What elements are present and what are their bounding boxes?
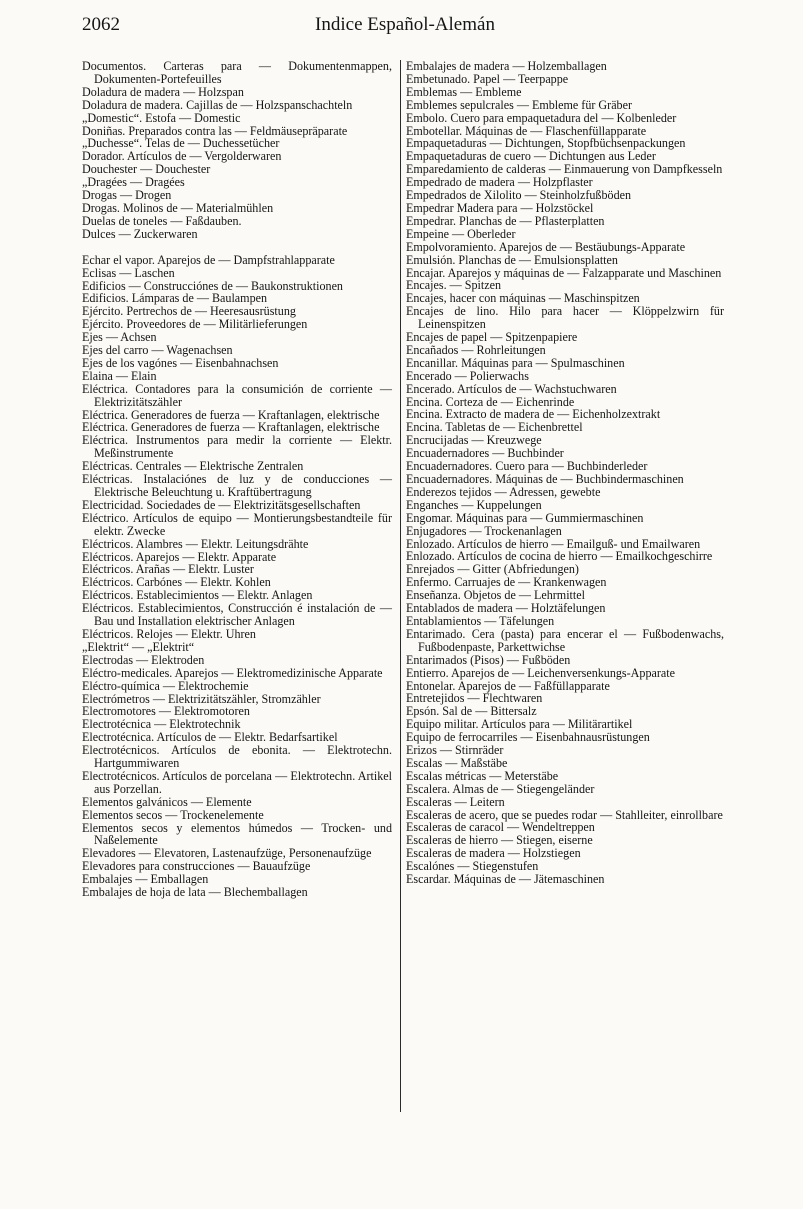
- index-entry: Eléctro-química — Elektrochemie: [82, 678, 249, 693]
- index-entry: Encuadernadores. Cuero para — Buchbinderleder: [406, 459, 648, 474]
- index-entry: Drogas — Drogen: [82, 188, 172, 203]
- index-entry: Engomar. Máquinas para — Gummiermaschinen: [406, 510, 644, 525]
- index-entry: Eléctrica. Generadores de fuerza — Kraftanlagen, elektrische: [82, 420, 380, 435]
- index-entry: Eléctricas. Instalaciónes de luz y de conducciones — Elektrische Beleuchtung u. Kraftübertragung: [82, 472, 392, 499]
- index-entry: Entablados de madera — Holztäfelungen: [406, 601, 606, 616]
- index-entry: „Domestic“. Estofa — Domestic: [82, 110, 241, 125]
- index-entry: Empedrar. Planchas de — Pflasterplatten: [406, 213, 605, 228]
- index-entry: Enseñanza. Objetos de — Lehrmittel: [406, 588, 585, 603]
- index-entry: Escalas — Maßstäbe: [406, 755, 508, 770]
- index-entry: Enderezos tejidos — Adressen, gewebte: [406, 484, 601, 499]
- index-entry: Documentos. Carteras para — Dokumentenmappen, Dokumenten-Portefeuilles: [82, 59, 392, 86]
- index-entry: Eléctricos. Arañas — Elektr. Luster: [82, 562, 254, 577]
- index-entry: Escardar. Máquinas de — Jätemaschinen: [406, 872, 605, 887]
- index-entry: Erizos — Stirnräder: [406, 743, 504, 758]
- index-entry: Encajes, hacer con máquinas — Maschinspitzen: [406, 291, 640, 306]
- page-title: Indice Español-Alemán: [315, 14, 495, 35]
- index-entry: „Elektrit“ — „Elektrit“: [82, 639, 195, 654]
- page-header: [82, 14, 728, 42]
- index-entry: Empedrados de Xilolito — Steinholzfußböden: [406, 188, 632, 203]
- index-entry: Elementos secos y elementos húmedos — Trocken- und Naßelemente: [82, 820, 392, 848]
- index-entry: Embolo. Cuero para empaquetadura del — Kolbenleder: [406, 110, 677, 125]
- index-entry: Enlozado. Artículos de cocina de hierro — Emailkochgeschirre: [406, 549, 713, 564]
- index-entry: Embalajes — Emballagen: [82, 872, 209, 887]
- index-entry: Enjugadores — Trockenanlagen: [406, 523, 562, 538]
- index-entry: Eclisas — Laschen: [82, 265, 175, 280]
- index-entry: Entierro. Aparejos de — Leichenversenkungs-Apparate: [406, 665, 675, 680]
- index-entry: Elaina — Elain: [82, 368, 157, 383]
- index-entry: Encuadernadores — Buchbinder: [406, 446, 564, 461]
- index-entry: Edificios. Lámparas de — Baulampen: [82, 291, 268, 306]
- index-entry: Electricidad. Sociedades de — Elektrizitätsgesellschaften: [82, 497, 361, 512]
- index-entry: Escaleras de acero, que se puedes rodar — Stahlleiter, einrollbare: [406, 807, 723, 822]
- index-entry: Electrómetros — Elektrizitätszähler, Stromzähler: [82, 691, 321, 706]
- index-entry: „Dragées — Dragées: [82, 175, 185, 190]
- index-entry: Encajes de papel — Spitzenpapiere: [406, 330, 578, 345]
- index-entry: Embalajes de hoja de lata — Blechemballagen: [82, 885, 308, 900]
- index-entry: Eléctrica. Instrumentos para medir la corriente — Elektr. Meßinstrumente: [82, 433, 392, 461]
- index-entry: Encrucijadas — Kreuzwege: [406, 433, 542, 448]
- index-entry: Eléctrica. Generadores de fuerza — Kraftanlagen, elektrische: [82, 407, 380, 422]
- index-entry: Emblemas — Embleme: [406, 84, 522, 99]
- index-entry: Electrodas — Elektroden: [82, 652, 205, 667]
- index-entry: Eléctricas. Centrales — Elektrische Zentralen: [82, 459, 304, 474]
- index-entry: Ejes de los vagónes — Eisenbahnachsen: [82, 355, 279, 370]
- index-entry: Empeine — Oberleder: [406, 226, 516, 241]
- index-entry: Encajar. Aparejos y máquinas de — Falzapparate und Maschinen: [406, 265, 722, 280]
- index-entry: Elementos galvánicos — Elemente: [82, 794, 252, 809]
- index-entry: Ejes del carro — Wagenachsen: [82, 343, 233, 358]
- index-entry: Equipo militar. Artículos para — Militärartikel: [406, 717, 633, 732]
- index-entry: Enfermo. Carruajes de — Krankenwagen: [406, 575, 607, 590]
- index-entry: Entonelar. Aparejos de — Faßfüllapparate: [406, 678, 610, 693]
- index-entry: Dulces — Zuckerwaren: [82, 226, 198, 241]
- index-entry: Encerado. Artículos de — Wachstuchwaren: [406, 381, 617, 396]
- index-entry: Encanillar. Máquinas para — Spulmaschinen: [406, 355, 625, 370]
- index-entry: Escaleras de caracol — Wendeltreppen: [406, 820, 595, 835]
- index-entry: Escalas métricas — Meterstäbe: [406, 768, 559, 783]
- index-entry: Encerado — Polierwachs: [406, 368, 529, 383]
- index-entry: Edificios — Construcciónes de — Baukonstruktionen: [82, 278, 343, 293]
- index-entry: Doladura de madera — Holzspan: [82, 84, 244, 99]
- index-entry: Encina. Corteza de — Eichenrinde: [406, 394, 575, 409]
- index-entry: Duelas de toneles — Faßdauben.: [82, 213, 242, 228]
- index-entry: Escaleras — Leitern: [406, 794, 505, 809]
- index-entry: „Duchesse“. Telas de — Duchessetücher: [82, 136, 280, 151]
- index-entry: Epsón. Sal de — Bittersalz: [406, 704, 537, 719]
- index-entry: Empaquetaduras de cuero — Dichtungen aus Leder: [406, 149, 656, 164]
- index-entry: Embotellar. Máquinas de — Flaschenfüllapparate: [406, 123, 647, 138]
- index-entry: Enrejados — Gitter (Abfriedungen): [406, 562, 579, 577]
- index-entry: Encajes de lino. Hilo para hacer — Klöppelzwirn für Leinenspitzen: [406, 304, 724, 332]
- index-entry: Equipo de ferrocarriles — Eisenbahnausrüstungen: [406, 730, 650, 745]
- index-entry: Eléctro-medicales. Aparejos — Elektromedizinische Apparate: [82, 665, 383, 680]
- index-entry: Empedrar Madera para — Holzstöckel: [406, 200, 594, 215]
- index-entry: Doladura de madera. Cajillas de — Holzspanschachteln: [82, 97, 353, 112]
- index-entry: Douchester — Douchester: [82, 162, 211, 177]
- index-entry: Embetunado. Papel — Teerpappe: [406, 71, 569, 86]
- index-entry: Entablamientos — Täfelungen: [406, 613, 555, 628]
- index-entry: Encuadernadores. Máquinas de — Buchbindermaschinen: [406, 472, 684, 486]
- index-entry: Drogas. Molinos de — Materialmühlen: [82, 200, 274, 215]
- index-entry: Encajes. — Spitzen: [406, 278, 502, 293]
- index-entry: Echar el vapor. Aparejos de — Dampfstrahlapparate: [82, 252, 335, 267]
- index-entry: Ejes — Achsen: [82, 330, 157, 345]
- index-entry: Electrotécnica. Artículos de — Elektr. Bedarfsartikel: [82, 730, 338, 745]
- index-entry: Empolvoramiento. Aparejos de — Bestäubungs-Apparate: [406, 239, 686, 254]
- index-entry: Electrotécnicos. Artículos de ebonita. — Elektrotechn. Hartgummiwaren: [82, 743, 392, 771]
- index-entry: Emparedamiento de calderas — Einmauerung von Dampfkesseln: [406, 162, 723, 177]
- index-entry: Emulsión. Planchas de — Emulsionsplatten: [406, 252, 618, 267]
- index-entry: Eléctrica. Contadores para la consumición de corriente — Elektrizitätszähler: [82, 381, 392, 409]
- index-entry: Escaleras de madera — Holzstiegen: [406, 846, 581, 861]
- index-entry: Entretejidos — Flechtwaren: [406, 691, 543, 706]
- index-entry: Eléctricos. Relojes — Elektr. Uhren: [82, 626, 256, 641]
- right-column: [406, 60, 724, 886]
- page-number: 2062: [82, 14, 120, 35]
- index-entry: Eléctrico. Artículos de equipo — Montierungsbestandteile für elektr. Zwecke: [82, 510, 392, 538]
- index-entry: Eléctricos. Alambres — Elektr. Leitungsdrähte: [82, 536, 309, 551]
- index-entry: Dorador. Artículos de — Vergolderwaren: [82, 149, 282, 164]
- left-column: [82, 60, 392, 899]
- index-entry: Embalajes de madera — Holzemballagen: [406, 59, 607, 73]
- index-entry: Elevadores — Elevatoren, Lastenaufzüge, Personenaufzüge: [82, 846, 372, 861]
- index-entry: Doniñas. Preparados contra las — Feldmäusepräparate: [82, 123, 348, 138]
- index-entry: Encina. Extracto de madera de — Eichenholzextrakt: [406, 407, 661, 422]
- index-entry: Elementos secos — Trockenelemente: [82, 807, 264, 822]
- index-entry: Electrotécnicos. Artículos de porcelana — Elektrotechn. Artikel aus Porzellan.: [82, 768, 392, 796]
- index-entry: Electrotécnica — Elektrotechnik: [82, 717, 241, 732]
- index-entry: Entarimado. Cera (pasta) para encerar el — Fußbodenwachs, Fußbodenpaste, Parkettwichse: [406, 626, 724, 654]
- index-entry: Eléctricos. Establecimientos, Construcción é instalación de — Bau und Installation elektrischer Anlagen: [82, 601, 392, 629]
- index-entry: Empaquetaduras — Dichtungen, Stopfbüchsenpackungen: [406, 136, 686, 151]
- index-entry: Enganches — Kuppelungen: [406, 497, 542, 512]
- index-entry: Elevadores para construcciones — Bauaufzüge: [82, 859, 311, 874]
- index-entry: Eléctricos. Establecimientos — Elektr. Anlagen: [82, 588, 313, 603]
- index-entry: Entarimados (Pisos) — Fußböden: [406, 652, 571, 667]
- index-entry: Eléctricos. Aparejos — Elektr. Apparate: [82, 549, 277, 564]
- index-entry: Escaleras de hierro — Stiegen, eiserne: [406, 833, 593, 848]
- index-entry: Encina. Tabletas de — Eichenbrettel: [406, 420, 583, 435]
- column-divider: [400, 60, 401, 1112]
- index-entry: Emblemes sepulcrales — Embleme für Gräber: [406, 97, 633, 112]
- index-entry: Empedrado de madera — Holzpflaster: [406, 175, 593, 190]
- index-entry: Eléctricos. Carbónes — Elektr. Kohlen: [82, 575, 271, 590]
- index-entry: Ejército. Proveedores de — Militärlieferungen: [82, 317, 308, 332]
- index-entry: Electromotores — Elektromotoren: [82, 704, 250, 719]
- index-entry: Ejército. Pertrechos de — Heeresausrüstung: [82, 304, 296, 319]
- index-entry: Encañados — Rohrleitungen: [406, 342, 546, 357]
- index-entry: Enlozado. Artículos de hierro — Emailguß- und Emailwaren: [406, 536, 701, 551]
- index-entry: Escalónes — Stiegenstufen: [406, 859, 539, 874]
- index-entry: Escalera. Almas de — Stiegengeländer: [406, 781, 595, 796]
